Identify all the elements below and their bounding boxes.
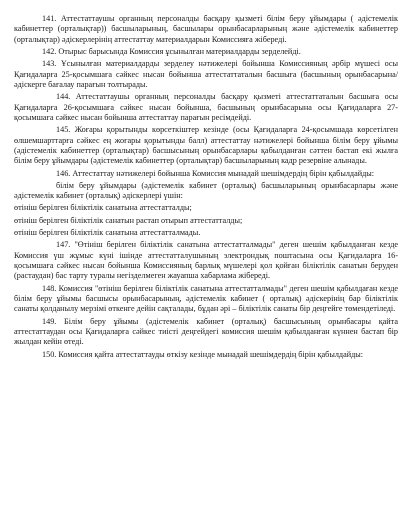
decision-item-1: өтініш берілген біліктілік санатына аттестатталды; (14, 203, 192, 213)
paragraph-147: 147. "Өтініш берілген біліктілік санатына аттестатталмады" деген шешім қабылданған кезде Комиссия үш жұмыс күні ішінде аттестатталушының электрондық поштасына осы Қағидаларға 16-қосымшаға сәйкес нысан бойынша Комиссияның барлық мүшелері қол қойған біліктілік санатын беруден (растаудан) бас тарту туралы негізделмеген жауапша хабарлама жібереді. (14, 240, 398, 281)
paragraph-142: 142. Отырыс барысында Комиссия ұсынылған материалдарды зерделейді. (42, 47, 301, 57)
paragraph-150: 150. Комиссия қайта аттестаттауды өткізу кезінде мынадай шешімдердің бірін қабылдайды: (42, 349, 364, 359)
decision-item-3: өтініш берілген біліктілік санатына аттестатталмады. (14, 227, 201, 237)
paragraph-141: 141. Аттестаттаушы органның персоналды басқару қызметі білім беру ұйымдары ( әдістемелік кабинеттер (орталықтар)) басшыларының, басшылары орынбасарларының және әдістемелік кабинеттер (орталықтар) әдіскерлерінің аттестаттау материалдарын Комиссияға жібереді. (14, 14, 398, 44)
paragraph-148: 148. Комиссия "өтініш берілген біліктілік санатына аттестатталмады" деген шешім қабылдаған кезде білім беру ұйымы басшысы орынбасарының, әдістемелік кабинет ( орталық) әдіскерінің бар біліктілік санаты қолданылу мерзімі өткенге дейін сақталады, бұдан әрі – біліктілік санаты бір деңгейге төмендетіледі. (14, 283, 398, 314)
paragraph-143: 143. Ұсынылған материалдарды зерделеу нәтижелері бойынша Комиссияның әрбір мүшесі осы Қағидаларға 25-қосымшаға сәйкес нысан бойынша аттестаттаталын басшыға (басшының орынбасарына/әдіскерге бағалау парағын толтырады. (14, 59, 398, 90)
paragraph-145: 145. Жоғары қорытынды көрсеткіштер кезінде (осы Қағидаларға 24-қосымшада көрсетілген өлшемшарттарға сәйкес ең жоғары қорытынды балл) аттестаттау нәтижелері бойынша білім беру ұйымы (әдістемелік кабинеттер (орталықтар) басшысының орынбасарлары қабылданған сәттен бастап екі жылға білім беру ұйымдары (әдістемелік кабинеттер (орталықтар) басшыларының кадр резервіне алынады. (14, 125, 398, 166)
paragraph-146: 146. Аттестаттау нәтижелері бойынша Комиссия мынадай шешімдердің бірін қабылдайды: (56, 168, 375, 178)
paragraph-149: 149. Білім беру ұйымы (әдістемелік кабинет (орталық) басшысының орынбасары қайта аттестаттаудан осы Қағидаларға сәйкес тиісті деңгейдегі комиссия шешім қабылданған күннен бастап бір жылдан кейін өтеді. (14, 316, 398, 347)
decision-item-2: өтініш берілген біліктілік санатын растап отырып аттестатталды; (14, 215, 243, 225)
paragraph-144: 144. Аттестаттаушы органның персоналды басқару қызметі аттестаттаталын басшыға осы Қағидаларға 26-қосымшаға сәйкес нысан бойынша, басшының орынбасарына осы Қағидаларға 27-қосымшаға сәйкес нысан бойынша аттестаттау парағын ресімдейді. (14, 92, 398, 123)
paragraph-146-scope: білім беру ұйымдары (әдістемелік кабинет (орталық) басшыларының орынбасарлары және әдістемелік кабинет (орталық) әдіскерлері үшін: (14, 180, 398, 201)
